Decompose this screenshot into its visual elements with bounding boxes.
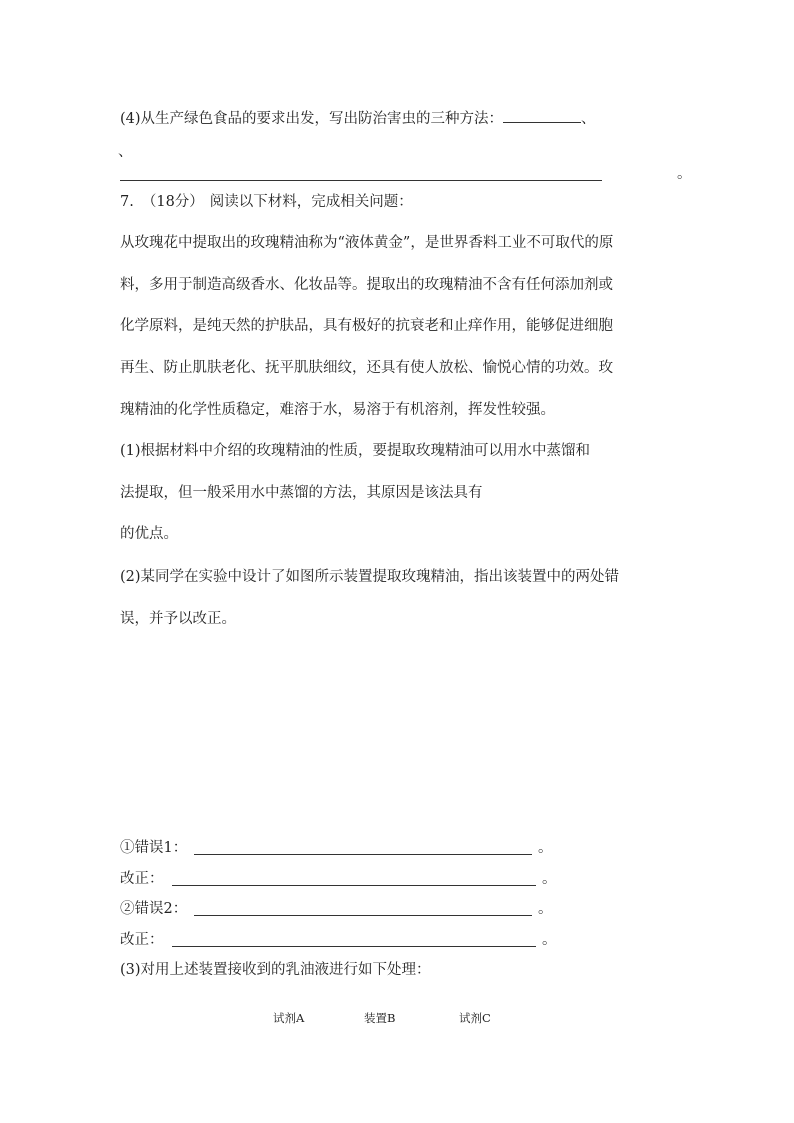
q7-instruction: 阅读以下材料，完成相关问题：	[209, 194, 413, 210]
error1-label: ①错误1：	[120, 840, 188, 856]
error1-row	[120, 838, 187, 858]
fix2-answer-blank[interactable]	[172, 946, 536, 947]
flow-label-reagent-a: 试剂A	[273, 1011, 305, 1025]
q4-answer-blank-2[interactable]	[120, 180, 602, 181]
material-line: 再生、防止肌肤老化、抚平肌肤细纹，还具有使人放松、愉悦心情的功效。玫	[120, 360, 613, 376]
error2-end-mark: 。	[538, 901, 553, 917]
fix1-row	[120, 869, 164, 889]
sub2-line: (2)某同学在实验中设计了如图所示装置提取玫瑰精油，指出该装置中的两处错	[120, 569, 620, 585]
q4-line	[120, 108, 596, 129]
fix1-answer-blank[interactable]	[172, 885, 536, 886]
fix1-end-mark: 。	[542, 871, 557, 887]
sub1-line: (1)根据材料中介绍的玫瑰精油的性质，要提取玫瑰精油可以用水中蒸馏和	[120, 443, 591, 459]
q4-answer-blank-1[interactable]	[503, 108, 581, 123]
fix2-row	[120, 930, 164, 950]
error2-row	[120, 899, 187, 919]
material-line: 从玫瑰花中提取出的玫瑰精油称为“液体黄金”，是世界香料工业不可取代的原	[120, 235, 614, 251]
sub2-line: 误，并予以改正。	[120, 611, 236, 627]
material-line: 化学原料，是纯天然的护肤品，具有极好的抗衰老和止痒作用，能够促进细胞	[120, 318, 613, 334]
fix2-end-mark: 。	[542, 932, 557, 948]
error1-answer-blank[interactable]	[194, 854, 532, 855]
material-line: 料，多用于制造高级香水、化妆品等。提取出的玫瑰精油不含有任何添加剂或	[120, 277, 613, 293]
q7-score: （18分）	[141, 194, 204, 210]
q4-text: (4)从生产绿色食品的要求出发，写出防治害虫的三种方法：	[120, 111, 504, 127]
error1-end-mark: 。	[538, 840, 553, 856]
sub1-line: 的优点。	[120, 526, 178, 542]
flow-label-device-b: 装置B	[364, 1011, 396, 1025]
error2-answer-blank[interactable]	[194, 915, 532, 916]
q4-separator-2: 、	[118, 144, 133, 160]
q7-number: 7.	[120, 194, 134, 210]
sub3-line: (3)对用上述装置接收到的乳油液进行如下处理：	[120, 962, 431, 978]
fix2-label: 改正：	[120, 932, 164, 948]
fix1-label: 改正：	[120, 871, 164, 887]
q4-separator-1: 、	[581, 111, 596, 127]
error2-label: ②错误2：	[120, 901, 188, 917]
sub1-line: 法提取，但一般采用水中蒸馏的方法，其原因是该法具有	[120, 485, 483, 501]
q7-header	[120, 192, 413, 212]
flow-label-reagent-c: 试剂C	[459, 1011, 491, 1025]
q4-end-mark: 。	[677, 166, 692, 182]
material-line: 瑰精油的化学性质稳定，难溶于水，易溶于有机溶剂，挥发性较强。	[120, 402, 555, 418]
